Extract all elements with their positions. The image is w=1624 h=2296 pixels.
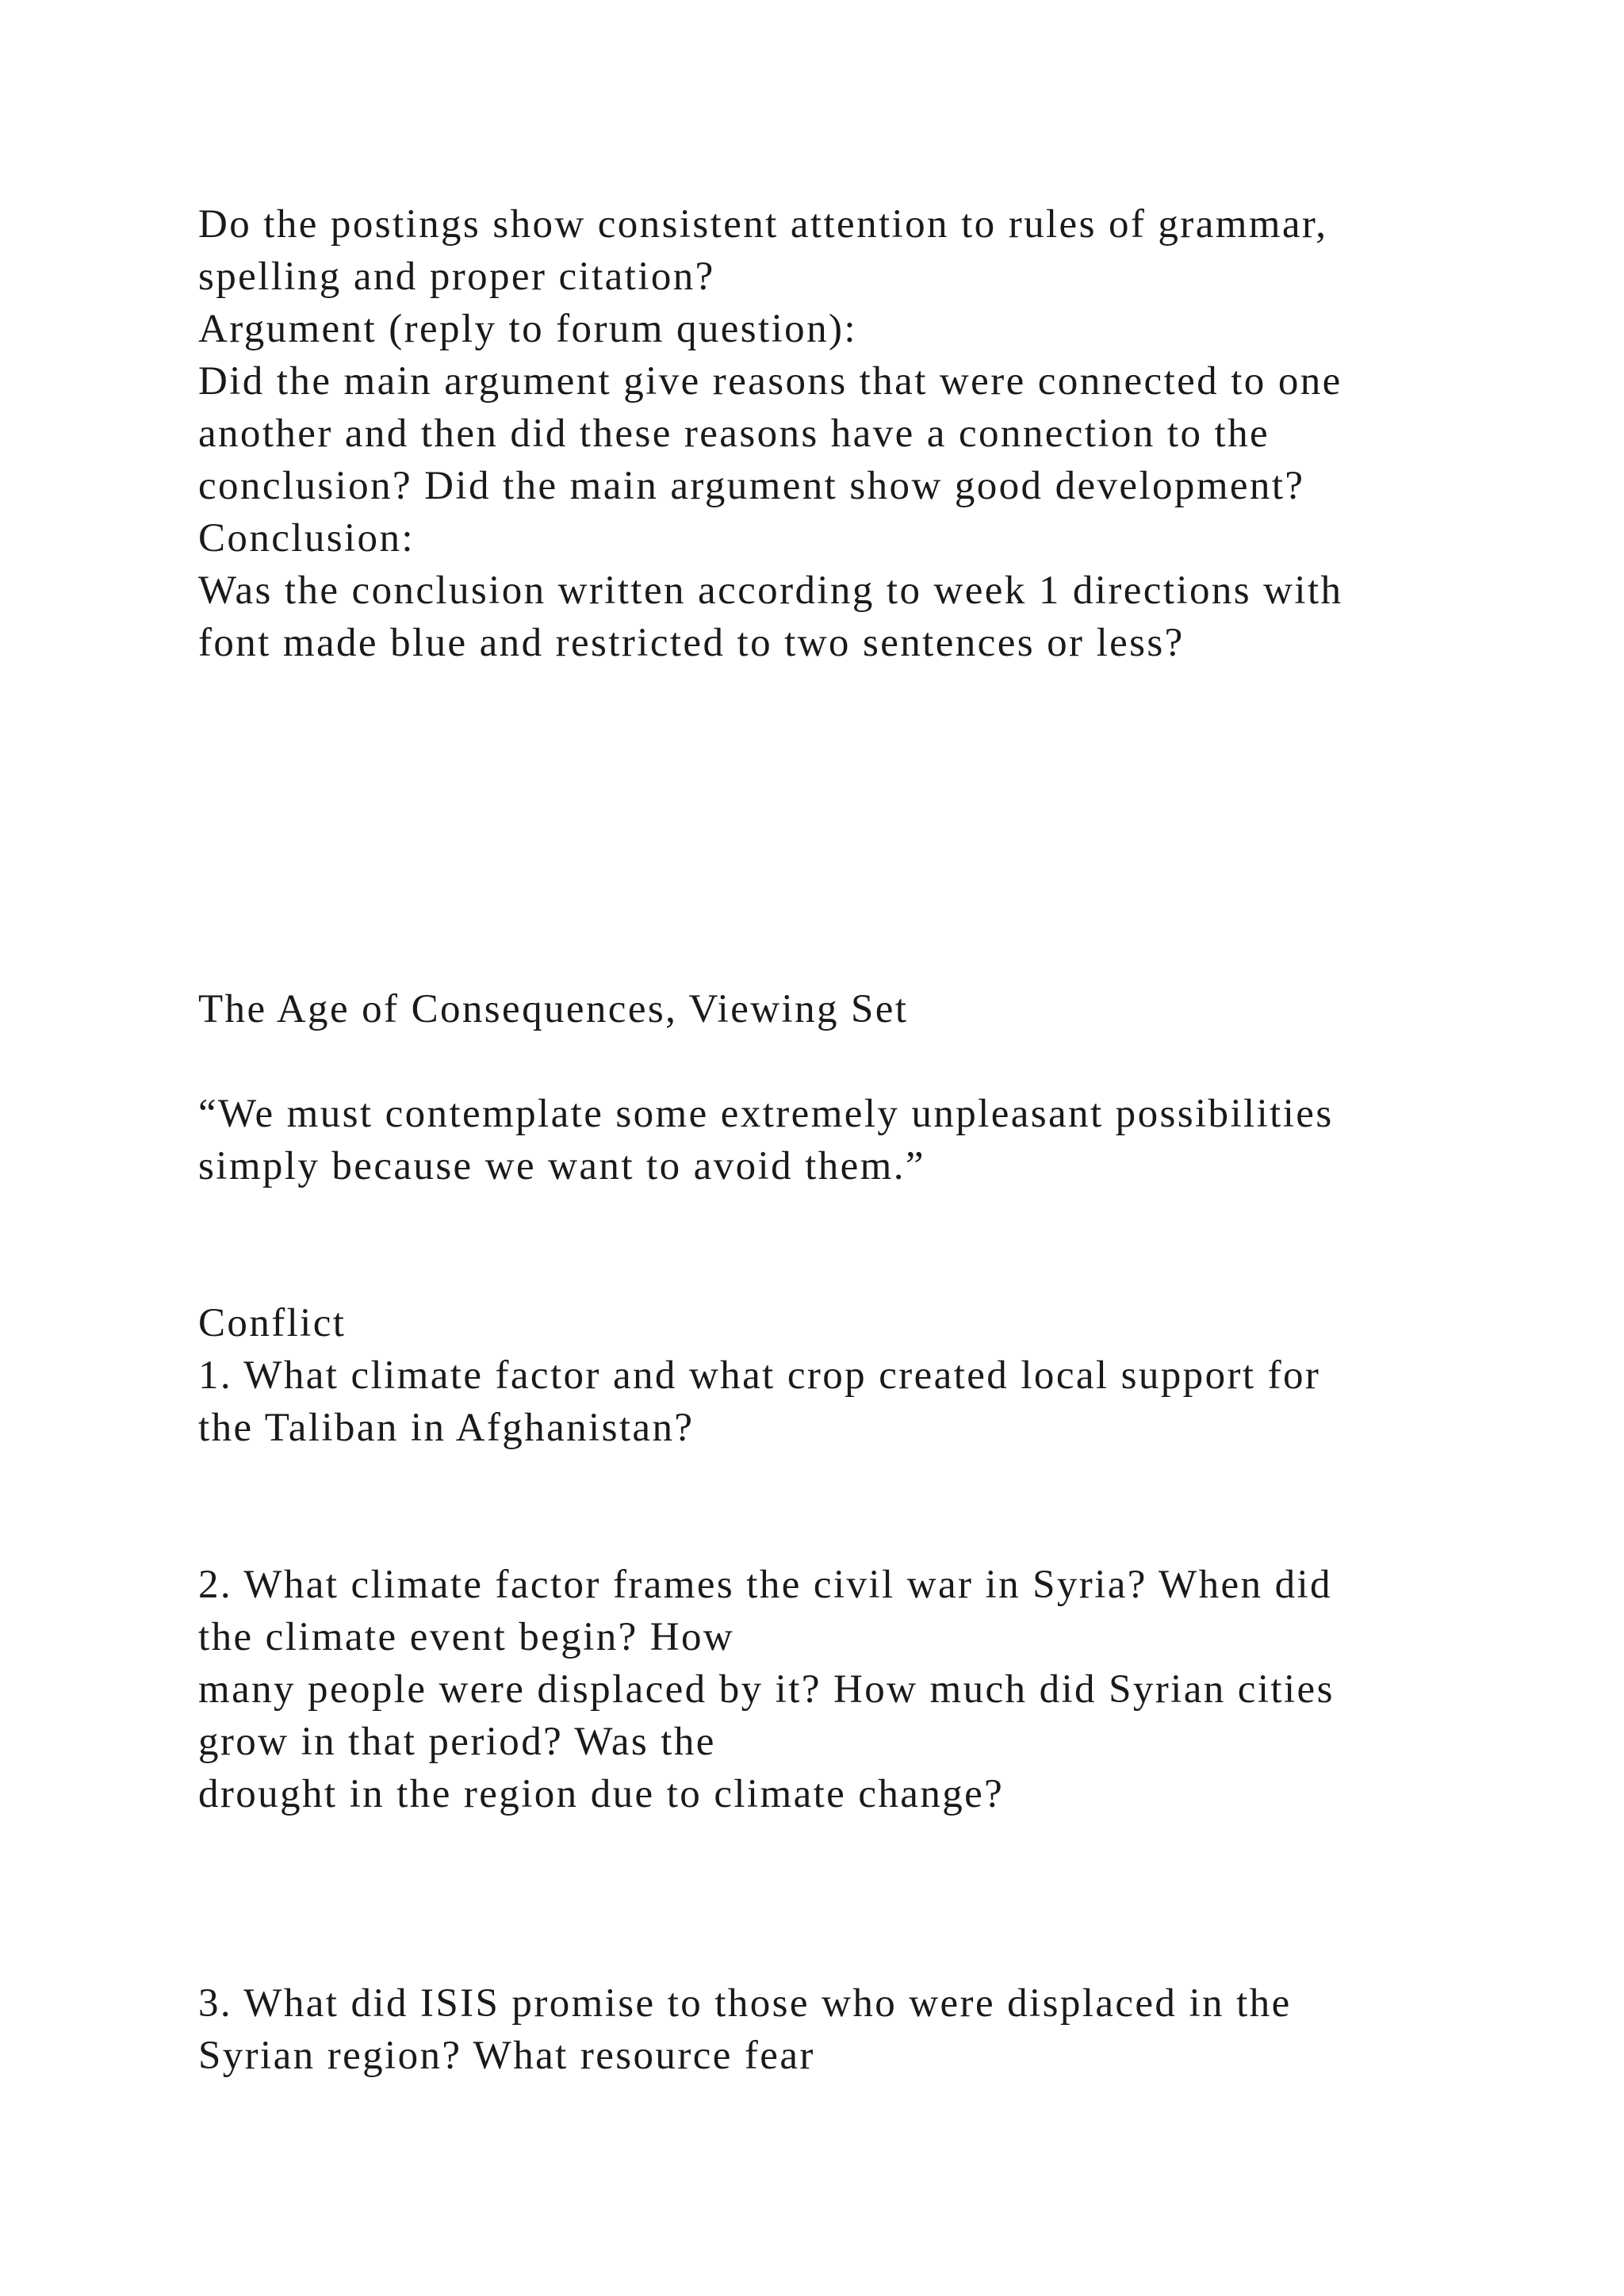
question-2-line: many people were displaced by it? How much did Syrian cities <box>198 1667 1335 1712</box>
question-3-line: 3. What did ISIS promise to those who were displaced in the <box>198 1981 1292 2026</box>
rubric-line: Was the conclusion written according to week 1 directions with <box>198 568 1343 613</box>
quote-line: simply because we want to avoid them.” <box>198 1144 925 1188</box>
rubric-line: Do the postings show consistent attention to rules of grammar, <box>198 202 1328 247</box>
question-2-line: 2. What climate factor frames the civil war in Syria? When did <box>198 1563 1332 1607</box>
question-3-line: Syrian region? What resource fear <box>198 2034 815 2078</box>
question-1-line: 1. What climate factor and what crop created local support for <box>198 1353 1321 1398</box>
question-2-line: the climate event begin? How <box>198 1615 735 1659</box>
quote-line: “We must contemplate some extremely unpleasant possibilities <box>198 1092 1334 1136</box>
section-heading: Conflict <box>198 1301 347 1345</box>
document-title: The Age of Consequences, Viewing Set <box>198 987 909 1031</box>
question-2-line: drought in the region due to climate change? <box>198 1772 1005 1816</box>
rubric-line: spelling and proper citation? <box>198 254 715 299</box>
rubric-heading-conclusion: Conclusion: <box>198 516 415 561</box>
question-2-line: grow in that period? Was the <box>198 1720 716 1764</box>
rubric-line: Did the main argument give reasons that were connected to one <box>198 359 1342 404</box>
question-1-line: the Taliban in Afghanistan? <box>198 1406 695 1450</box>
rubric-line: another and then did these reasons have a connection to the <box>198 411 1270 456</box>
rubric-line: font made blue and restricted to two sentences or less? <box>198 621 1185 665</box>
rubric-line: conclusion? Did the main argument show good development? <box>198 464 1305 508</box>
rubric-heading-argument: Argument (reply to forum question): <box>198 307 857 351</box>
